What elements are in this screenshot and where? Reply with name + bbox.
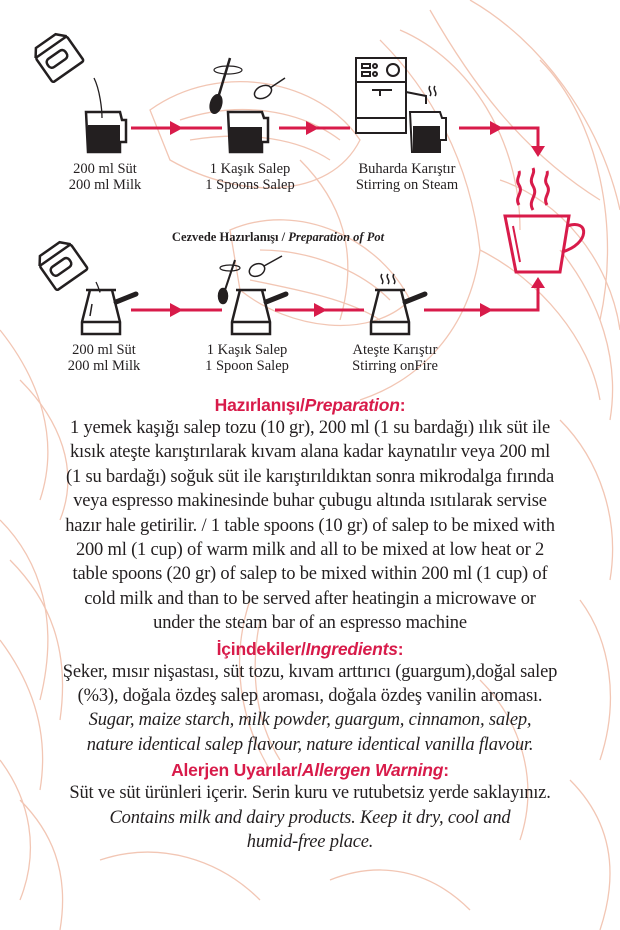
- text-line: humid-free place.: [246, 832, 374, 853]
- spoon-stirring-pot-icon: [219, 256, 286, 334]
- caption-tr: Ateşte Karıştır: [352, 342, 438, 358]
- caption-en: Stirring onFire: [352, 358, 438, 374]
- heading-en: Ingredients: [305, 638, 398, 659]
- kettle-pouring-into-jug-icon: [31, 30, 126, 152]
- caption-tr: 200 ml Süt: [73, 161, 137, 177]
- text-line: (1 su bardağı) soğuk süt ile karıştırıldıktan sonra mikrodalga fırında: [66, 466, 554, 487]
- text-line: (%3), doğala özdeş salep aroması, doğala özdeş vanilin aroması.: [77, 686, 543, 707]
- caption-tr: Buharda Karıştır: [358, 161, 456, 177]
- allergen-body: [6, 781, 614, 854]
- flow-arrows-row1: [131, 121, 545, 157]
- text-line: under the steam bar of an espresso machine: [153, 613, 467, 634]
- text-line: veya espresso makinesinde buhar çubugu altında ısıtılarak servise: [73, 491, 547, 512]
- kettle-pouring-into-pot-icon: [35, 238, 136, 334]
- caption-en: 200 ml Milk: [67, 358, 141, 374]
- ingredients-body: [6, 660, 614, 758]
- steaming-pot-icon: [371, 274, 425, 334]
- text-line: Contains milk and dairy products. Keep it dry, cool and: [109, 807, 511, 828]
- heading-colon: :: [443, 760, 449, 781]
- caption-en: Stirring on Steam: [355, 177, 459, 193]
- title-en: Preparation of Pot: [288, 230, 385, 244]
- text-line: nature identical salep flavour, nature identical vanilla flavour.: [86, 734, 534, 755]
- heading-tr: Hazırlanışı/: [214, 395, 305, 415]
- spoon-stirring-jug-icon: [209, 58, 285, 152]
- text-line: Şeker, mısır nişastası, süt tozu, kıvam arttırıcı (guargum),doğal salep: [62, 661, 558, 682]
- caption-en: 1 Spoons Salep: [205, 177, 295, 193]
- preparation-heading: [0, 394, 620, 416]
- heading-tr: İçindekiler/: [216, 638, 306, 659]
- text-line: Sugar, maize starch, milk powder, guargum, cinnamon, salep,: [88, 710, 532, 731]
- text-line: kısık ateşte karıştırılarak kıvam alana kadar kaynatılır veya 200 ml: [69, 442, 551, 463]
- preparation-body: [6, 416, 614, 636]
- hot-cup-icon: [505, 168, 584, 272]
- caption-en: 200 ml Milk: [68, 177, 142, 193]
- heading-en: Preparation: [304, 395, 400, 415]
- text-line: cold milk and than to be served after heatingin a microwave or: [84, 588, 536, 609]
- text-line: table spoons (20 gr) of salep to be mixed within 200 ml (1 cup) of: [72, 564, 548, 585]
- heading-tr: Alerjen Uyarılar/: [171, 760, 302, 781]
- caption-tr: 200 ml Süt: [72, 342, 136, 358]
- ingredients-heading: [0, 638, 620, 660]
- text-line: Süt ve süt ürünleri içerir. Serin kuru ve rutubetsiz yerde saklayınız.: [69, 783, 551, 804]
- caption-tr: 1 Kaşık Salep: [206, 342, 288, 358]
- caption-tr: 1 Kaşık Salep: [209, 161, 291, 177]
- title-tr: Cezvede Hazırlanışı /: [171, 230, 289, 244]
- heading-en: Allergen Warning: [301, 760, 444, 781]
- heading-colon: :: [399, 395, 406, 415]
- flow-arrows-row2: [131, 277, 545, 317]
- heading-colon: :: [397, 638, 404, 659]
- caption-en: 1 Spoon Salep: [205, 358, 289, 374]
- text-line: hazır hale getirilir. / 1 table spoons (10 gr) of salep to be mixed with: [65, 515, 555, 536]
- instructions-text-block: [0, 394, 620, 855]
- espresso-machine-steam-icon: [356, 58, 446, 152]
- text-line: 200 ml (1 cup) of warm milk and all to be mixed at low heat or 2: [75, 540, 545, 561]
- text-line: 1 yemek kaşığı salep tozu (10 gr), 200 ml (1 su bardağı) ılık süt ile: [70, 418, 550, 438]
- allergen-heading: [0, 759, 620, 781]
